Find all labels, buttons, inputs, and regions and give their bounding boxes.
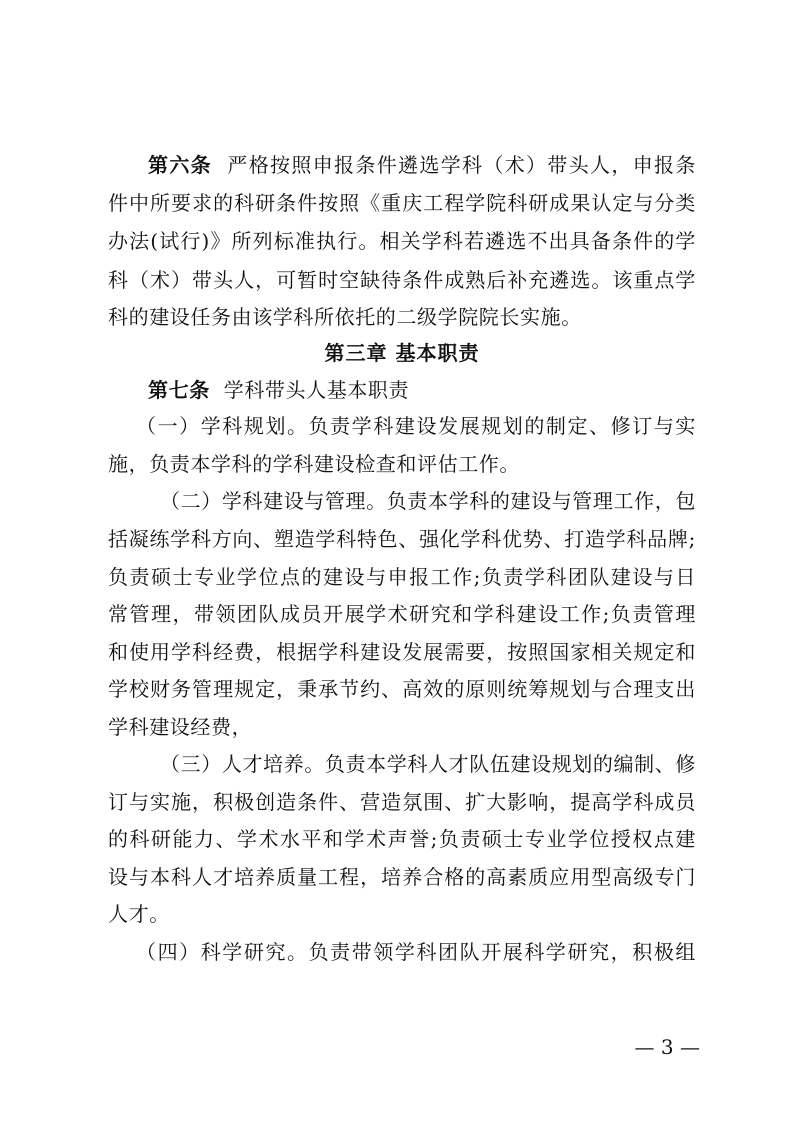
item2-line-3: 负责硕士专业学位点的建设与申报工作;负责学科团队建设与日 (108, 565, 696, 589)
item3-line-1: （三）人才培养。负责本学科人才队伍建设规划的编制、修 (160, 752, 696, 776)
item3-line-3: 的科研能力、学术水平和学术声誉;负责硕士专业学位授权点建 (108, 827, 696, 851)
item2-line-1: （二）学科建设与管理。负责本学科的建设与管理工作，包 (160, 489, 696, 513)
article6-line-2: 件中所要求的科研条件按照《重庆工程学院科研成果认定与分类 (108, 191, 696, 215)
item1-line-2: 施，负责本学科的学科建设检查和评估工作。 (108, 452, 520, 476)
item4-line-1: （四）科学研究。负责带领学科团队开展科学研究，积极组 (136, 940, 696, 964)
article6-text: 严格按照申报条件遴选学科（术）带头人，申报条 (227, 153, 696, 177)
article7-text: 学科带头人基本职责 (223, 378, 410, 402)
item2-line-6: 学校财务管理规定，秉承节约、高效的原则统筹规划与合理支出 (108, 677, 696, 701)
item2-line-4: 常管理，带领团队成员开展学术研究和学科建设工作;负责管理 (108, 602, 696, 626)
article7-heading: 第七条 (148, 378, 210, 402)
article7-line (148, 371, 696, 409)
chapter-heading: 第三章 基本职责 (324, 341, 480, 365)
article6-line-3: 办法(试行)》所列标准执行。相关学科若遴选不出具备条件的学 (108, 229, 696, 253)
item3-line-2: 订与实施，积极创造条件、营造氛围、扩大影响，提高学科成员 (108, 790, 696, 814)
article6-line-5: 科的建设任务由该学科所依托的二级学院院长实施。 (108, 305, 582, 329)
article6-line-1 (148, 146, 696, 184)
item2-line-5: 和使用学科经费，根据学科建设发展需要，按照国家相关规定和 (108, 640, 696, 664)
article6-line-4: 科（术）带头人，可暂时空缺待条件成熟后补充遴选。该重点学 (108, 268, 696, 292)
article6-heading: 第六条 (148, 153, 212, 177)
item1-line-1: （一）学科规划。负责学科建设发展规划的制定、修订与实 (136, 414, 696, 438)
page-number: — 3 — (634, 1035, 700, 1059)
item3-line-4: 设与本科人才培养质量工程，培养合格的高素质应用型高级专门 (108, 865, 696, 889)
item2-line-7: 学科建设经费， (108, 715, 253, 739)
item3-line-5: 人才。 (108, 902, 170, 926)
item2-line-2: 括凝练学科方向、塑造学科特色、强化学科优势、打造学科品牌; (108, 527, 696, 551)
